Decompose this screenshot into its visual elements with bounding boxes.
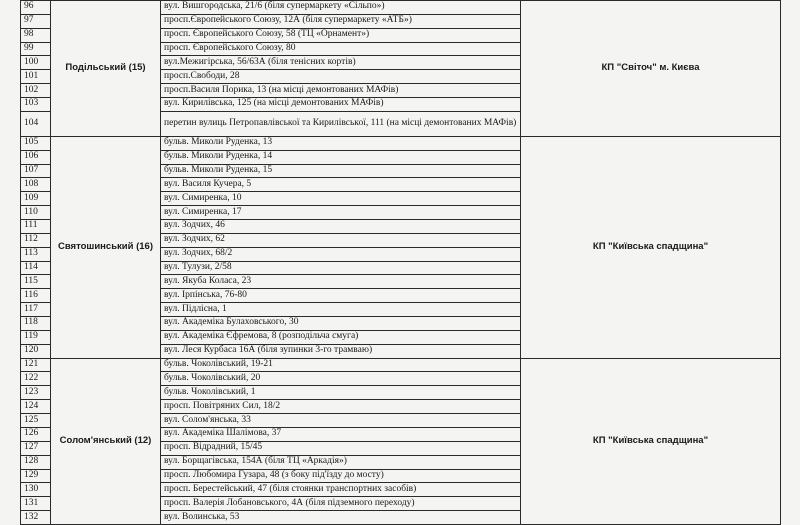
address-cell: просп.Європейського Союзу, 12А (біля супермаркету «АТБ»)	[161, 14, 521, 28]
row-number: 97	[21, 14, 51, 28]
address-cell: бульв. Чоколівський, 1	[161, 386, 521, 400]
row-number: 108	[21, 178, 51, 192]
row-number: 106	[21, 150, 51, 164]
address-cell: вул. Підлісна, 1	[161, 303, 521, 317]
address-cell: вул. Зодчих, 62	[161, 233, 521, 247]
address-cell: вул. Зодчих, 46	[161, 220, 521, 234]
row-number: 112	[21, 233, 51, 247]
responsible-organization: КП "Київська спадщина"	[521, 136, 781, 358]
responsible-organization: КП "Світоч" м. Києва	[521, 1, 781, 137]
address-table	[20, 0, 781, 525]
address-cell: просп. Повітряних Сил, 18/2	[161, 400, 521, 414]
address-cell: просп. Валерія Лобановського, 4А (біля підземного переходу)	[161, 497, 521, 511]
address-cell: просп. Берестейський, 47 (біля стоянки транспортних засобів)	[161, 483, 521, 497]
row-number: 123	[21, 386, 51, 400]
address-cell: вул. Солом'янська, 33	[161, 414, 521, 428]
table-row	[21, 136, 781, 150]
address-cell: вул. Вишгородська, 21/6 (біля супермаркету «Сільпо»)	[161, 1, 521, 15]
address-cell: вул. Тулузи, 2/58	[161, 261, 521, 275]
row-number: 101	[21, 70, 51, 84]
address-table-body	[21, 1, 781, 525]
address-cell: просп. Європейського Союзу, 58 (ТЦ «Орнамент»)	[161, 28, 521, 42]
row-number: 99	[21, 42, 51, 56]
row-number: 122	[21, 372, 51, 386]
row-number: 127	[21, 441, 51, 455]
row-number: 120	[21, 344, 51, 358]
address-cell: просп. Відрадний, 15/45	[161, 441, 521, 455]
address-cell: бульв. Миколи Руденка, 15	[161, 164, 521, 178]
address-cell: вул. Академіка Шалімова, 37	[161, 427, 521, 441]
district-name: Солом'янський (12)	[51, 358, 161, 524]
address-cell: вул. Василя Кучера, 5	[161, 178, 521, 192]
address-cell: бульв. Миколи Руденка, 14	[161, 150, 521, 164]
address-cell: просп.Свободи, 28	[161, 70, 521, 84]
row-number: 130	[21, 483, 51, 497]
row-number: 114	[21, 261, 51, 275]
address-cell: вул.Межигірська, 56/63А (біля тенісних кортів)	[161, 56, 521, 70]
row-number: 116	[21, 289, 51, 303]
row-number: 104	[21, 111, 51, 136]
row-number: 102	[21, 84, 51, 98]
address-cell: вул. Академіка Єфремова, 8 (розподільча смуга)	[161, 330, 521, 344]
row-number: 98	[21, 28, 51, 42]
row-number: 115	[21, 275, 51, 289]
address-cell: вул. Академіка Булаховського, 30	[161, 317, 521, 331]
row-number: 107	[21, 164, 51, 178]
row-number: 132	[21, 511, 51, 525]
row-number: 126	[21, 427, 51, 441]
address-cell: бульв. Чоколівський, 20	[161, 372, 521, 386]
address-cell: вул. Симиренка, 17	[161, 206, 521, 220]
row-number: 129	[21, 469, 51, 483]
row-number: 111	[21, 220, 51, 234]
address-cell: просп. Любомира Гузара, 48 (з боку під'їзду до мосту)	[161, 469, 521, 483]
address-cell: вул. Леся Курбаса 16А (біля зупинки 3-го трамваю)	[161, 344, 521, 358]
row-number: 131	[21, 497, 51, 511]
address-cell: бульв. Чоколівський, 19-21	[161, 358, 521, 372]
row-number: 100	[21, 56, 51, 70]
row-number: 109	[21, 192, 51, 206]
row-number: 105	[21, 136, 51, 150]
row-number: 117	[21, 303, 51, 317]
row-number: 124	[21, 400, 51, 414]
row-number: 110	[21, 206, 51, 220]
row-number: 96	[21, 1, 51, 15]
address-cell: вул. Волинська, 53	[161, 511, 521, 525]
row-number: 103	[21, 98, 51, 112]
row-number: 118	[21, 317, 51, 331]
address-cell: просп. Європейського Союзу, 80	[161, 42, 521, 56]
row-number: 128	[21, 455, 51, 469]
district-name: Святошинський (16)	[51, 136, 161, 358]
address-cell: вул. Якуба Коласа, 23	[161, 275, 521, 289]
table-row	[21, 358, 781, 372]
address-cell: вул. Зодчих, 68/2	[161, 247, 521, 261]
row-number: 125	[21, 414, 51, 428]
address-cell: вул. Борщагівська, 154А (біля ТЦ «Аркадія»)	[161, 455, 521, 469]
table-row	[21, 1, 781, 15]
responsible-organization: КП "Київська спадщина"	[521, 358, 781, 524]
address-cell: вул. Симиренка, 10	[161, 192, 521, 206]
district-name: Подільський (15)	[51, 1, 161, 137]
address-cell: перетин вулиць Петропавлівської та Кирилівської, 111 (на місці демонтованих МАФів)	[161, 111, 521, 136]
address-cell: вул. Кирилівська, 125 (на місці демонтованих МАФів)	[161, 98, 521, 112]
row-number: 119	[21, 330, 51, 344]
address-cell: вул. Ірпінська, 76-80	[161, 289, 521, 303]
row-number: 113	[21, 247, 51, 261]
row-number: 121	[21, 358, 51, 372]
address-cell: бульв. Миколи Руденка, 13	[161, 136, 521, 150]
address-cell: просп.Василя Порика, 13 (на місці демонтованих МАФів)	[161, 84, 521, 98]
